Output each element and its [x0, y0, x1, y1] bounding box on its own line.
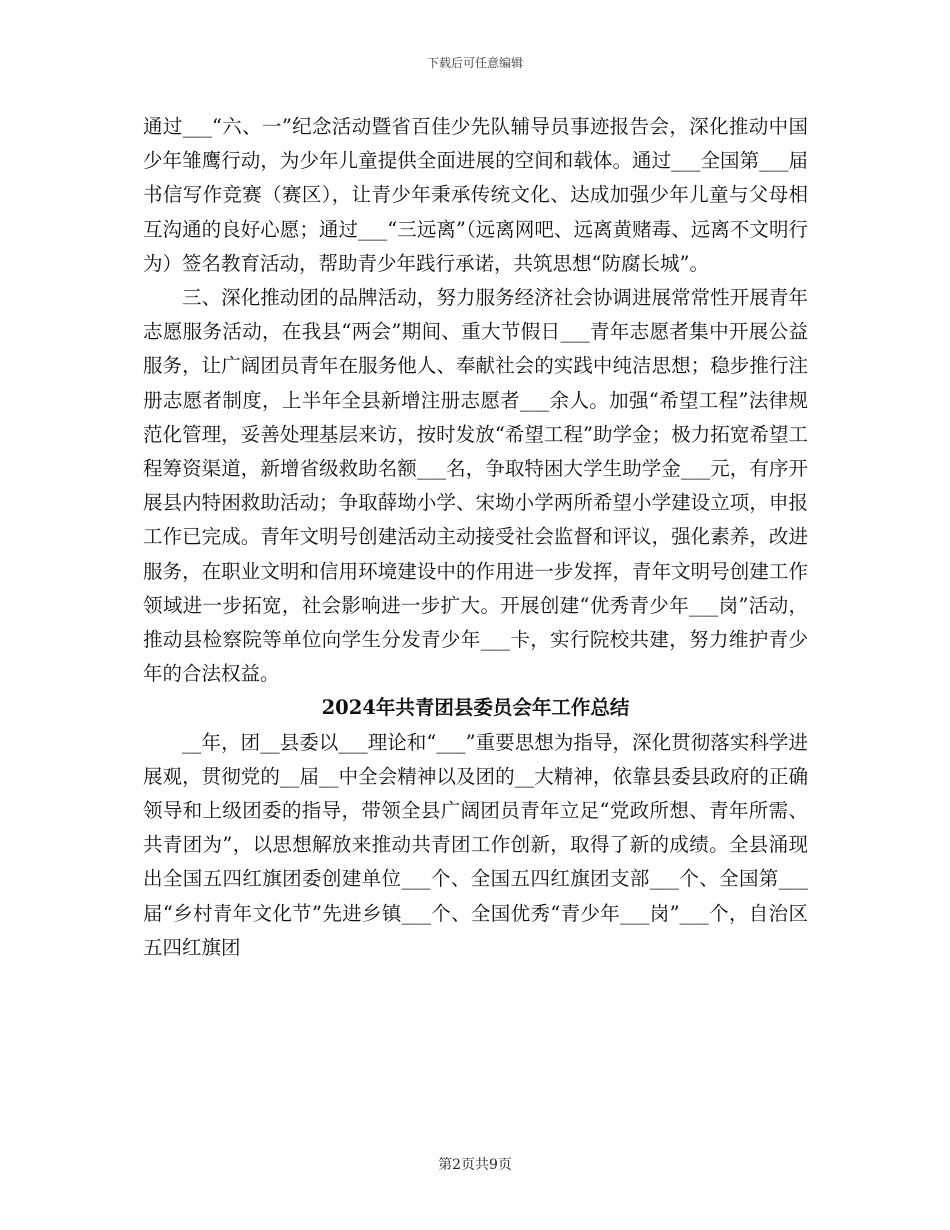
body-paragraph: 通过___“六、一”纪念活动暨省百佳少先队辅导员事迹报告会，深化推动中国少年雏鹰行动，为少年儿童提供全面进展的空间和载体。通过___全国第___届书信写作竞赛（赛区），让青少年秉承传统文化、达成加强少年儿童与父母相互沟通的良好心愿；通过___“三远离”（远离网吧、远离黄赌毒、远离不文明行为）签名教育活动，帮助青少年践行承诺，共筑思想“防腐长城”。: [143, 115, 808, 275]
body-paragraph: 三、深化推动团的品牌活动，努力服务经济社会协调进展常常性开展青年志愿服务活动，在我县“两会”期间、重大节假日___青年志愿者集中开展公益服务，让广阔团员青年在服务他人、奉献社会的实践中纯洁思想；稳步推行注册志愿者制度，上半年全县新增注册志愿者___余人。加强“希望工程”法律规范化管理，妥善处理基层来访，按时发放“希望工程”助学金；极力拓宽希望工程筹资渠道，新增省级救助名额___名，争取特困大学生助学金___元，有序开展县内特困救助活动；争取薛坳小学、宋坳小学两所希望小学建设立项，申报工作已完成。青年文明号创建活动主动接受社会监督和评议，强化素养，改进服务，在职业文明和信用环境建设中的作用进一步发挥，青年文明号创建工作领域进一步拓宽，社会影响进一步扩大。开展创建“优秀青少年___岗”活动，推动县检察院等单位向学生分发青少年___卡，实行院校共建，努力维护青少年的合法权益。: [143, 286, 808, 686]
page-number: 第2页共9页: [438, 1157, 512, 1173]
body-paragraph: __年，团__县委以___理论和“___”重要思想为指导，深化贯彻落实科学进展观，贯彻党的__届__中全会精神以及团的__大精神，依靠县委县政府的正确领导和上级团委的指导，带领全县广阔团员青年立足“党政所想、青年所需、共青团为”，以思想解放来推动共青团工作创新，取得了新的成绩。全县涌现出全国五四红旗团委创建单位___个、全国五四红旗团支部___个、全国第___届“乡村青年文化节”先进乡镇___个、全国优秀“青少年___岗”___个，自治区五四红旗团: [143, 730, 808, 959]
document-body: [143, 110, 808, 965]
page-header: 下载后可任意编辑: [426, 56, 523, 70]
section-title: 2024年共青团县委员会年工作总结: [321, 696, 630, 720]
